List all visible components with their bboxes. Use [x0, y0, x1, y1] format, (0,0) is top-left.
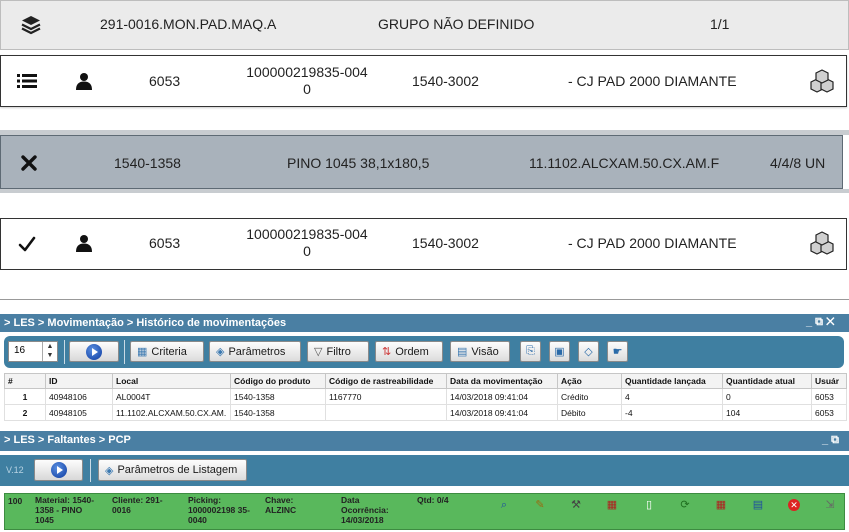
order-number-line1: 100000219835-004 — [246, 64, 368, 80]
edit-icon[interactable]: ✎ — [535, 499, 545, 511]
version-label: V.12 — [6, 465, 24, 475]
cell: 40948106 — [46, 389, 113, 405]
calendar-icon[interactable]: ▦ — [606, 499, 618, 511]
row-index: 100 — [8, 496, 23, 506]
play-icon — [51, 462, 67, 478]
part-description: - CJ PAD 2000 DIAMANTE — [568, 73, 737, 89]
ordem-button[interactable] — [375, 341, 443, 362]
visao-button[interactable] — [450, 341, 510, 362]
item-code: 1540-1358 — [114, 155, 181, 171]
column-header[interactable]: Data da movimentação — [447, 374, 558, 389]
header-group: GRUPO NÃO DEFINIDO — [378, 16, 535, 32]
selected-item-row[interactable] — [0, 135, 843, 189]
cell: 14/03/2018 09:41:04 — [447, 389, 558, 405]
parametros-button[interactable] — [209, 341, 301, 362]
column-header[interactable]: # — [5, 374, 46, 389]
layers-icon[interactable] — [19, 13, 43, 37]
toolbar-separator — [90, 459, 91, 482]
divider — [0, 299, 849, 300]
table-row[interactable] — [5, 405, 847, 421]
transfer-icon[interactable]: ⇲ — [825, 499, 835, 511]
cell: 14/03/2018 09:41:04 — [447, 405, 558, 421]
chave: Chave: ALZINC — [265, 495, 297, 515]
order-number — [233, 226, 381, 260]
ordem-label: Ordem — [395, 345, 429, 358]
column-header[interactable]: Código do produto — [231, 374, 326, 389]
cell: 1167770 — [326, 389, 447, 405]
part-code: 1540-3002 — [412, 73, 479, 89]
visao-label: Visão — [471, 345, 499, 358]
parametros-listagem-label: Parâmetros de Listagem — [117, 464, 238, 476]
parametros-label: Parâmetros — [228, 345, 286, 358]
order-card-2[interactable] — [0, 218, 847, 270]
table-header — [5, 374, 847, 389]
order-number-line2: 0 — [303, 243, 311, 259]
cell: -4 — [622, 405, 723, 421]
window-controls[interactable]: _ ⧉ — [822, 434, 840, 446]
item-location: 11.1102.ALCXAM.50.CX.AM.F — [529, 155, 720, 171]
list-icon[interactable] — [17, 72, 37, 90]
check-icon[interactable] — [17, 234, 37, 254]
order-number — [233, 64, 381, 98]
stepper-arrows[interactable]: ▲ ▼ — [42, 342, 57, 361]
cell: 1540-1358 — [231, 405, 326, 421]
cell: 4 — [622, 389, 723, 405]
hand-icon[interactable]: ☛ — [607, 341, 628, 362]
export-icon[interactable]: ⎘ — [520, 341, 541, 362]
cell: 6053 — [812, 405, 847, 421]
cell: 1 — [5, 389, 46, 405]
boxes-icon[interactable] — [807, 66, 837, 96]
cell: AL0004T — [113, 389, 231, 405]
header-code: 291-0016.MON.PAD.MAQ.A — [100, 16, 277, 32]
order-card-1[interactable] — [0, 55, 847, 107]
search-icon[interactable]: ⌕ — [500, 499, 508, 511]
history-toolbar — [4, 336, 844, 368]
column-header[interactable]: Quantidade atual — [723, 374, 812, 389]
picking: Picking: 1000002198 35-0040 — [188, 495, 250, 525]
criteria-label: Criteria — [151, 345, 187, 358]
faltantes-toolbar — [0, 455, 849, 486]
wrench-icon[interactable]: ⚒ — [571, 499, 581, 511]
refresh-icon[interactable]: ⟳ — [680, 499, 690, 511]
data-ocorrencia: Data Ocorrência: 14/03/2018 — [341, 495, 389, 525]
parametros-listagem-button[interactable] — [98, 459, 247, 481]
column-header[interactable]: Quantidade lançada — [622, 374, 723, 389]
page-size-stepper[interactable] — [8, 341, 58, 362]
filtro-button[interactable] — [307, 341, 369, 362]
cell: 2 — [5, 405, 46, 421]
order-number-line1: 100000219835-004 — [246, 226, 368, 242]
part-description: - CJ PAD 2000 DIAMANTE — [568, 235, 737, 251]
column-header[interactable]: Usuár — [812, 374, 847, 389]
cell: 6053 — [812, 389, 847, 405]
person-icon — [74, 71, 94, 91]
calendar-alt-icon[interactable]: ▦ — [715, 499, 727, 511]
window-controls[interactable]: _ ⧉ ✕ — [806, 316, 835, 328]
tag-icon: ◈ — [216, 346, 225, 358]
item-description: PINO 1045 38,1x180,5 — [287, 155, 430, 171]
cell: Débito — [558, 405, 622, 421]
play-icon — [86, 344, 102, 360]
cell — [326, 405, 447, 421]
sort-az-icon: ⇅ — [382, 346, 392, 358]
delete-icon[interactable]: ✕ — [788, 499, 800, 511]
tag-icon: ◈ — [105, 464, 114, 477]
material: Material: 1540-1358 - PINO 1045 — [35, 495, 95, 525]
funnel-icon: ▽ — [314, 346, 323, 358]
page-size-value: 16 — [14, 345, 26, 356]
cell: 11.1102.ALCXAM.50.CX.AM. — [113, 405, 231, 421]
document-icon[interactable]: ▯ — [645, 499, 653, 511]
save-icon[interactable]: ▣ — [549, 341, 570, 362]
column-header[interactable]: Código de rastreabilidade — [326, 374, 447, 389]
view-icon: ▤ — [457, 346, 468, 358]
faltante-row[interactable] — [4, 493, 845, 530]
filtro-label: Filtro — [326, 345, 351, 358]
grid-icon: ▦ — [137, 346, 148, 358]
run-button[interactable] — [69, 341, 119, 362]
table-row[interactable] — [5, 389, 847, 405]
user-id: 6053 — [149, 235, 181, 251]
history-table — [4, 373, 847, 421]
cell: Crédito — [558, 389, 622, 405]
toolbar-separator — [124, 340, 125, 364]
order-number-line2: 0 — [303, 81, 311, 97]
history-panel-title: > LES > Movimentação > Histórico de movimentações — [0, 314, 849, 332]
column-header[interactable]: ID — [46, 374, 113, 389]
faltantes-panel-title: > LES > Faltantes > PCP — [0, 431, 849, 451]
close-icon[interactable] — [19, 153, 39, 173]
header-bar — [0, 0, 849, 50]
column-header[interactable]: Local — [113, 374, 231, 389]
cell: 1540-1358 — [231, 389, 326, 405]
criteria-button[interactable] — [130, 341, 204, 362]
cliente: Cliente: 291-0016 — [112, 495, 163, 515]
cell: 104 — [723, 405, 812, 421]
code-icon[interactable]: ◇ — [578, 341, 599, 362]
toolbar-separator — [64, 340, 65, 364]
cell: 0 — [723, 389, 812, 405]
user-id: 6053 — [149, 73, 181, 89]
boxes-icon[interactable] — [807, 228, 837, 258]
part-code: 1540-3002 — [412, 235, 479, 251]
person-icon — [74, 233, 94, 253]
quantidade: Qtd: 0/4 — [417, 495, 449, 505]
run-button[interactable] — [34, 459, 83, 481]
column-header[interactable]: Ação — [558, 374, 622, 389]
divider — [0, 189, 849, 193]
header-pages: 1/1 — [710, 16, 730, 32]
report-icon[interactable]: ▤ — [752, 499, 764, 511]
item-quantity: 4/4/8 UN — [770, 155, 826, 171]
cell: 40948105 — [46, 405, 113, 421]
